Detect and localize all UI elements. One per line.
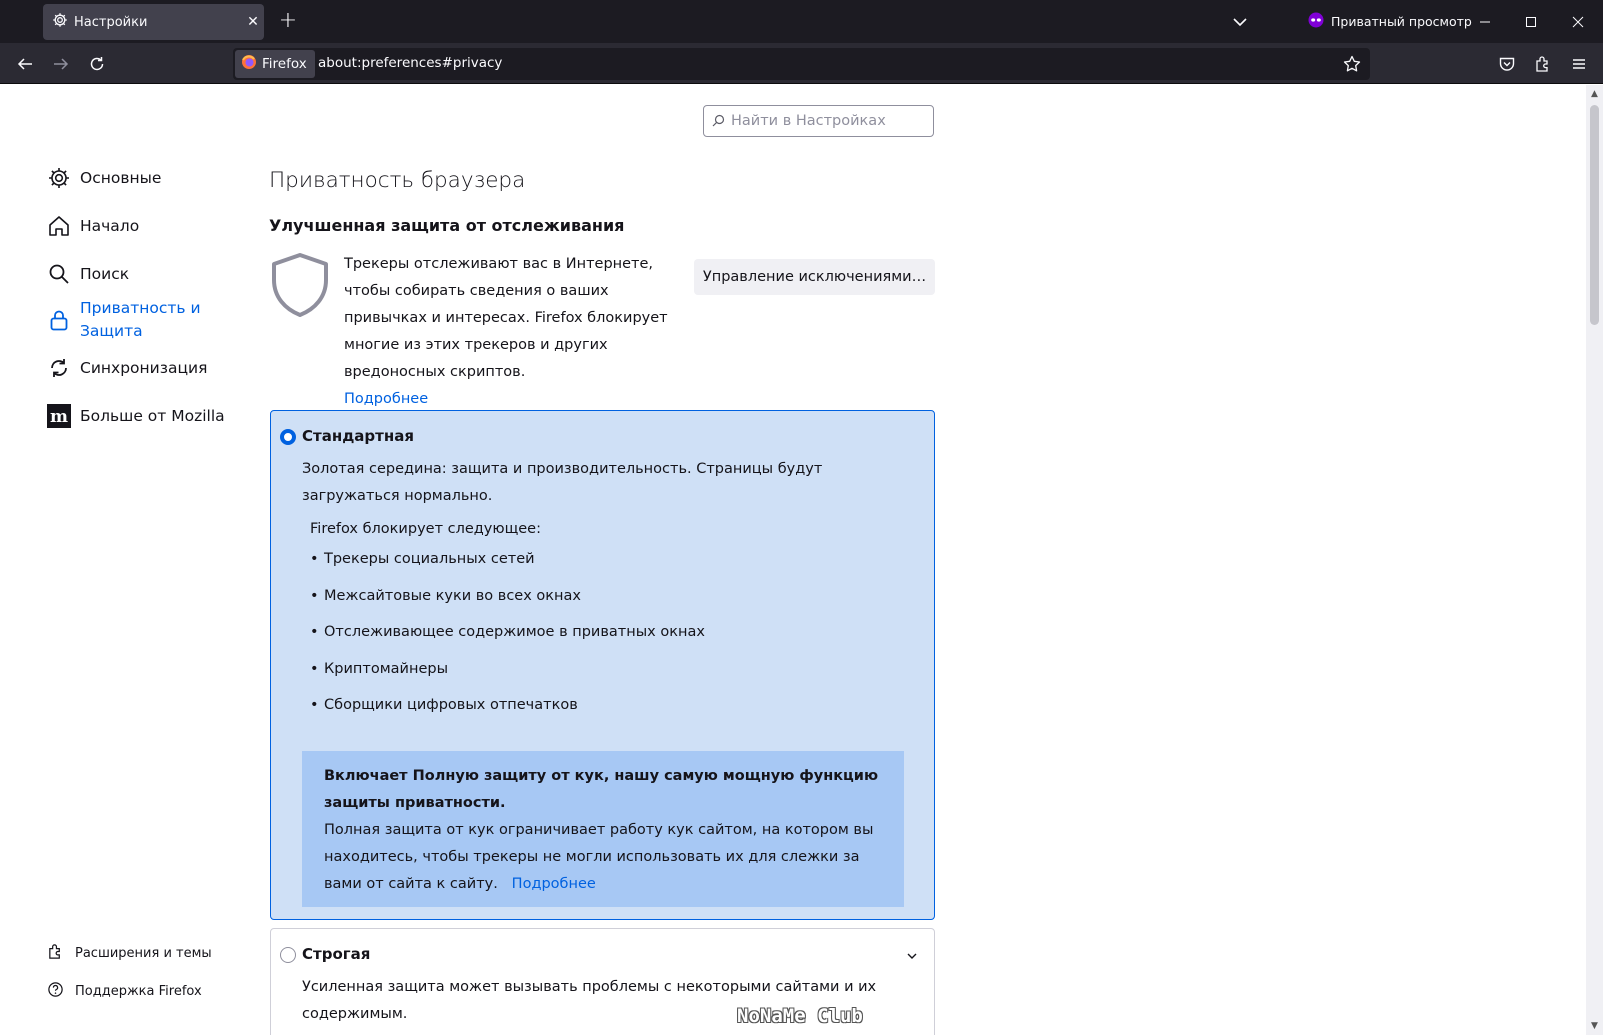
search-icon [712, 112, 725, 131]
chevron-down-icon[interactable] [906, 947, 918, 966]
tab-title: Настройки [74, 14, 148, 30]
sidebar-item-more-from-mozilla[interactable] [46, 403, 225, 429]
reload-button[interactable] [82, 49, 112, 79]
close-tab-icon[interactable]: ✕ [247, 14, 259, 30]
watermark: NoNaMe Club [737, 1005, 863, 1027]
bookmark-star-icon[interactable] [1342, 54, 1362, 74]
extensions-button[interactable] [1528, 49, 1558, 79]
back-button[interactable] [10, 49, 40, 79]
scroll-thumb[interactable] [1590, 105, 1599, 325]
list-item-label: Трекеры социальных сетей [324, 551, 535, 567]
footer-label: Расширения и темы [75, 946, 212, 961]
strict-title: Строгая [302, 945, 371, 963]
strict-radio[interactable] [280, 947, 296, 963]
sidebar-item-label: Больше от Mozilla [80, 406, 225, 425]
list-item-label: Отслеживающее содержимое в приватных окнах [324, 624, 705, 640]
sidebar-item-home[interactable] [46, 213, 139, 239]
close-window-button[interactable] [1555, 0, 1601, 43]
sidebar-item-privacy[interactable] [46, 297, 210, 343]
pocket-button[interactable] [1492, 49, 1522, 79]
list-item-label: Криптомайнеры [324, 660, 449, 677]
private-browsing-label: Приватный просмотр [1331, 14, 1472, 29]
sync-icon [46, 355, 72, 381]
url-bar[interactable] [233, 48, 1370, 80]
new-tab-button[interactable]: + [278, 8, 298, 33]
shield-icon [269, 252, 331, 322]
private-mask-icon [1308, 12, 1324, 31]
list-item: • Криптомайнеры [310, 660, 449, 677]
list-item-label: Межсайтовые куки во всех окнах [324, 587, 581, 604]
url-text[interactable]: about:preferences#privacy [318, 55, 503, 71]
tcp-title: Включает Полную защиту от кук, нашу самую мощную функцию защиты приватности. [324, 768, 879, 811]
list-all-tabs-chevron-icon[interactable] [1228, 10, 1252, 34]
standard-protection-card[interactable] [270, 410, 935, 920]
vertical-scrollbar[interactable] [1586, 85, 1603, 1035]
manage-exceptions-button[interactable]: Управление исключениями… [694, 259, 935, 295]
tab-strip [0, 0, 1603, 43]
tcp-text: Полная защита от кук ограничивает работу кук сайтом, на котором вы находитесь, чтобы трекеры не могли использовать их для слежки за вами от сайта к сайту. [324, 822, 874, 892]
tcp-learn-more-link[interactable]: Подробнее [511, 876, 596, 892]
maximize-button[interactable] [1508, 0, 1554, 43]
learn-more-link[interactable]: Подробнее [344, 391, 429, 407]
gear-icon [52, 12, 68, 32]
sidebar-item-search[interactable] [46, 261, 129, 287]
etp-description [344, 251, 682, 413]
identity-box[interactable] [235, 50, 315, 78]
total-cookie-protection-box [302, 751, 904, 907]
app-menu-button[interactable] [1564, 49, 1594, 79]
lock-icon [46, 307, 72, 333]
sidebar-item-general[interactable] [46, 165, 161, 191]
svg-text:m: m [50, 407, 68, 427]
home-icon [46, 213, 72, 239]
blocked-list [310, 551, 705, 734]
list-item: • Отслеживающее содержимое в приватных окнах [310, 624, 705, 640]
sidebar-footer-addons[interactable] [47, 943, 212, 964]
scroll-up-arrow-icon[interactable]: ▲ [1591, 89, 1598, 99]
list-item: • Трекеры социальных сетей [310, 551, 535, 567]
standard-description: Золотая середина: защита и производительность. Страницы будут загружаться нормально. [302, 461, 823, 504]
puzzle-icon [47, 943, 64, 964]
preferences-page [0, 85, 1586, 1035]
forward-button[interactable] [46, 49, 76, 79]
sidebar-item-label: Синхронизация [80, 358, 208, 377]
private-browsing-indicator [1308, 12, 1472, 31]
mozilla-icon [46, 403, 72, 429]
identity-label: Firefox [262, 56, 307, 72]
tab-settings[interactable] [43, 4, 264, 40]
sidebar-item-label: Приватность и Защита [80, 299, 201, 340]
list-item-label: Сборщики цифровых отпечатков [324, 697, 578, 713]
etp-description-text: Трекеры отслеживают вас в Интернете, чтобы собирать сведения о ваших привычках и интересах. Firefox блокирует многие из этих трекеров и других вредоносных скриптов. [344, 256, 668, 380]
section-title: Улучшенная защита от отслеживания [269, 216, 625, 235]
gear-icon [46, 165, 72, 191]
firefox-logo-icon [241, 54, 257, 74]
scroll-down-arrow-icon[interactable]: ▼ [1591, 1021, 1598, 1031]
sidebar-item-sync[interactable] [46, 355, 207, 381]
blocks-label: Firefox блокирует следующее: [310, 521, 541, 537]
list-item: • Межсайтовые куки во всех окнах [310, 587, 581, 604]
tcp-text-block [324, 817, 882, 898]
standard-title: Стандартная [302, 427, 414, 445]
sidebar-item-label: Начало [80, 216, 140, 235]
navigation-toolbar [0, 43, 1603, 84]
help-icon [47, 981, 64, 1002]
standard-radio[interactable] [280, 429, 296, 445]
sidebar-item-label: Основные [80, 168, 162, 187]
sidebar-item-label: Поиск [80, 264, 130, 283]
search-icon [46, 261, 72, 287]
footer-label: Поддержка Firefox [75, 984, 202, 999]
list-item: • Сборщики цифровых отпечатков [310, 697, 578, 713]
page-title: Приватность браузера [269, 168, 526, 193]
sidebar-footer-support[interactable] [47, 981, 202, 1002]
search-placeholder: Найти в Настройках [731, 113, 886, 129]
strict-description: Усиленная защита может вызывать проблемы с некоторыми сайтами и их содержимым. [302, 979, 877, 1022]
settings-search-input[interactable] [703, 105, 934, 137]
minimize-button[interactable] [1462, 0, 1508, 43]
